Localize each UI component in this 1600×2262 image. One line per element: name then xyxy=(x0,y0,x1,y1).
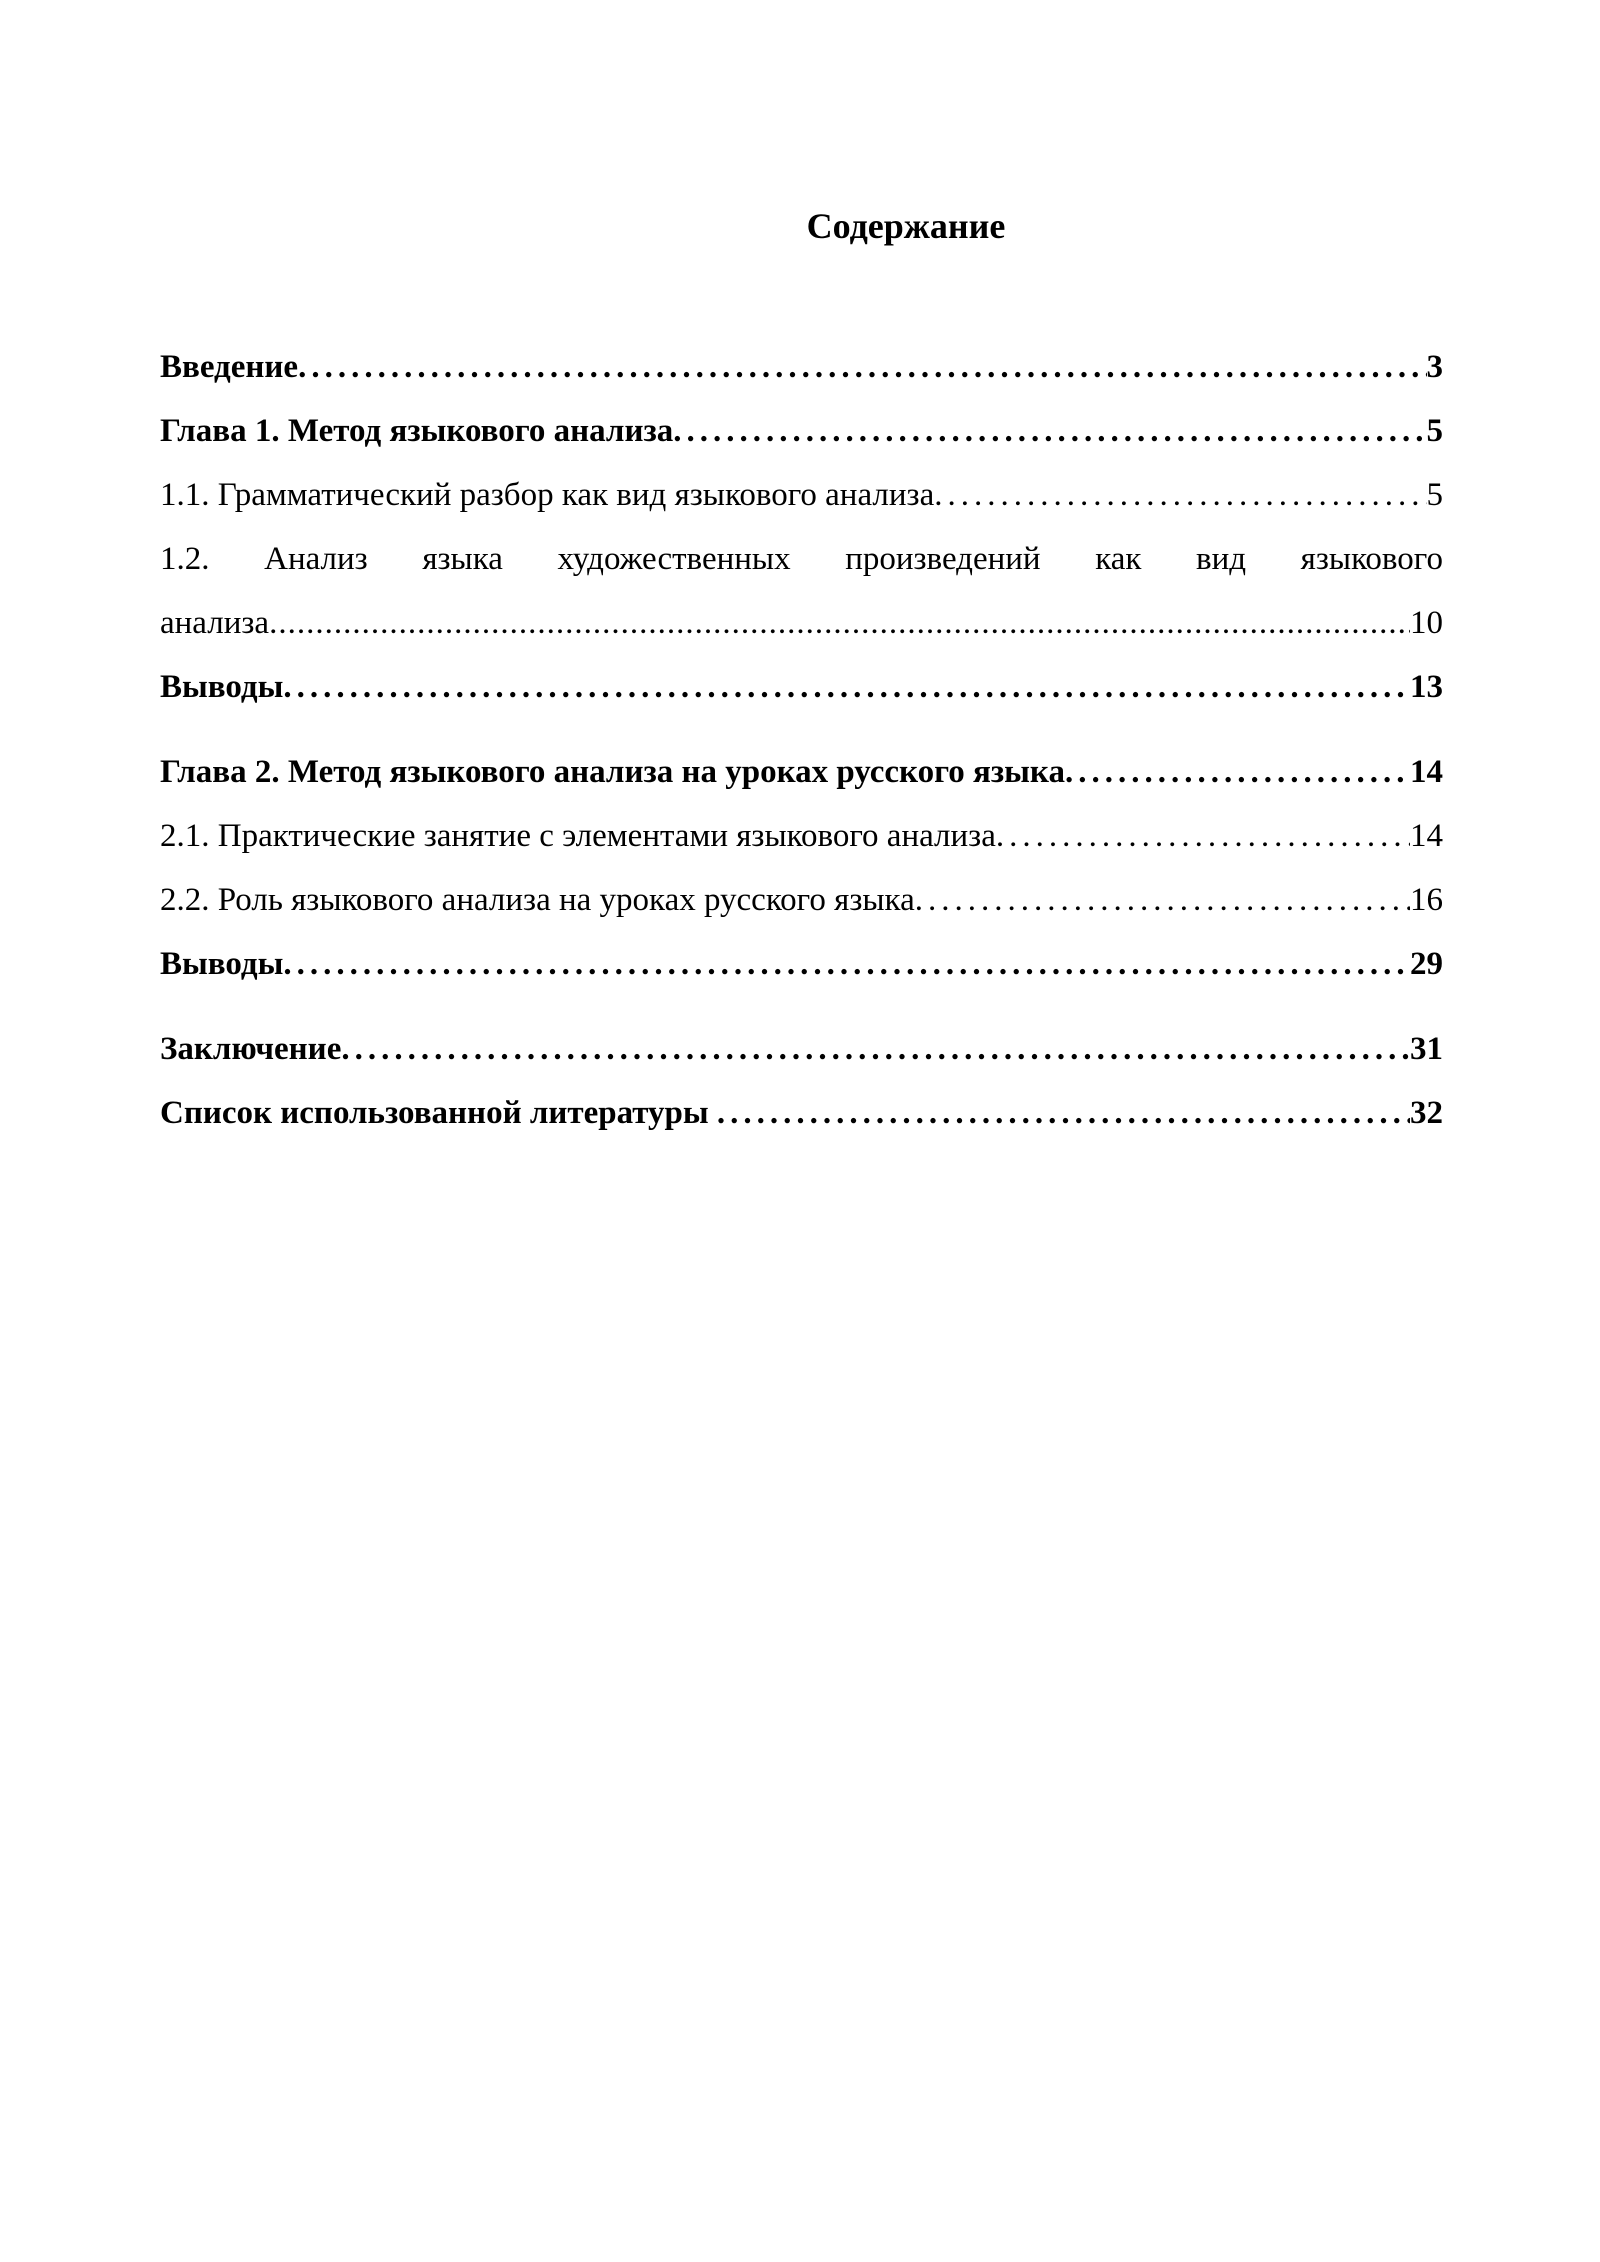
toc-entry-label: Глава 2. Метод языкового анализа на уроках русского языка xyxy=(160,754,1065,790)
toc-entry-vvedenie xyxy=(160,335,1443,399)
toc-entry-glava-1 xyxy=(160,399,1443,463)
page-title: Содержание xyxy=(806,206,1006,246)
toc-entry-label: 1.1. Грамматический разбор как вид языкового анализа xyxy=(160,477,935,513)
toc-entry-2-1 xyxy=(160,804,1443,868)
toc-entry-label: Список использованной литературы xyxy=(160,1095,717,1131)
toc-entry-label: Введение xyxy=(160,349,299,385)
toc-entry-page: 10 xyxy=(1410,605,1443,641)
toc-entry-label: 2.1. Практические занятие с элементами языкового анализа xyxy=(160,818,996,854)
dot-leader xyxy=(1065,740,1410,804)
toc-entry-page: 13 xyxy=(1410,669,1443,705)
dot-leader xyxy=(269,591,1410,655)
toc-entry-spisok-literatury xyxy=(160,1081,1443,1145)
toc-entry-vyvody-1 xyxy=(160,655,1443,719)
dot-leader xyxy=(673,399,1426,463)
toc-entry-1-2-second-line xyxy=(160,591,1443,655)
toc-entry-page: 31 xyxy=(1410,1031,1443,1067)
toc-entry-1-2-first-line: 1.2. Анализ языка художественных произведений как вид языкового xyxy=(160,541,1443,577)
dot-leader xyxy=(283,932,1410,996)
toc-entry-page: 3 xyxy=(1426,349,1443,385)
dot-leader xyxy=(298,335,1426,399)
toc-entry-2-2 xyxy=(160,868,1443,932)
toc-entry-page: 16 xyxy=(1410,882,1443,918)
toc-entry-label: анализа xyxy=(160,605,270,641)
toc-entry-page: 29 xyxy=(1410,946,1443,982)
dot-leader xyxy=(283,655,1410,719)
toc-entry-label: 2.2. Роль языкового анализа на уроках русского языка xyxy=(160,882,915,918)
dot-leader xyxy=(915,868,1410,932)
toc-entry-page: 14 xyxy=(1410,818,1443,854)
toc-entry-1-1 xyxy=(160,463,1443,527)
toc-entry-page: 14 xyxy=(1410,754,1443,790)
dot-leader xyxy=(341,1017,1410,1081)
toc-entry-label: Заключение xyxy=(160,1031,342,1067)
toc-entry-page: 5 xyxy=(1426,477,1443,513)
dot-leader xyxy=(934,463,1426,527)
toc-entry-page: 5 xyxy=(1426,413,1443,449)
toc-entry-label: Глава 1. Метод языкового анализа xyxy=(160,413,674,449)
toc-entry-label: Выводы xyxy=(160,946,284,982)
toc-entry-page: 32 xyxy=(1410,1095,1443,1131)
toc-entry-glava-2 xyxy=(160,740,1443,804)
toc-entry-zaklyuchenie xyxy=(160,1017,1443,1081)
toc-entry-label: Выводы xyxy=(160,669,284,705)
toc-entry-vyvody-2 xyxy=(160,932,1443,996)
dot-leader xyxy=(996,804,1410,868)
table-of-contents xyxy=(160,335,1443,1145)
dot-leader xyxy=(717,1081,1410,1145)
